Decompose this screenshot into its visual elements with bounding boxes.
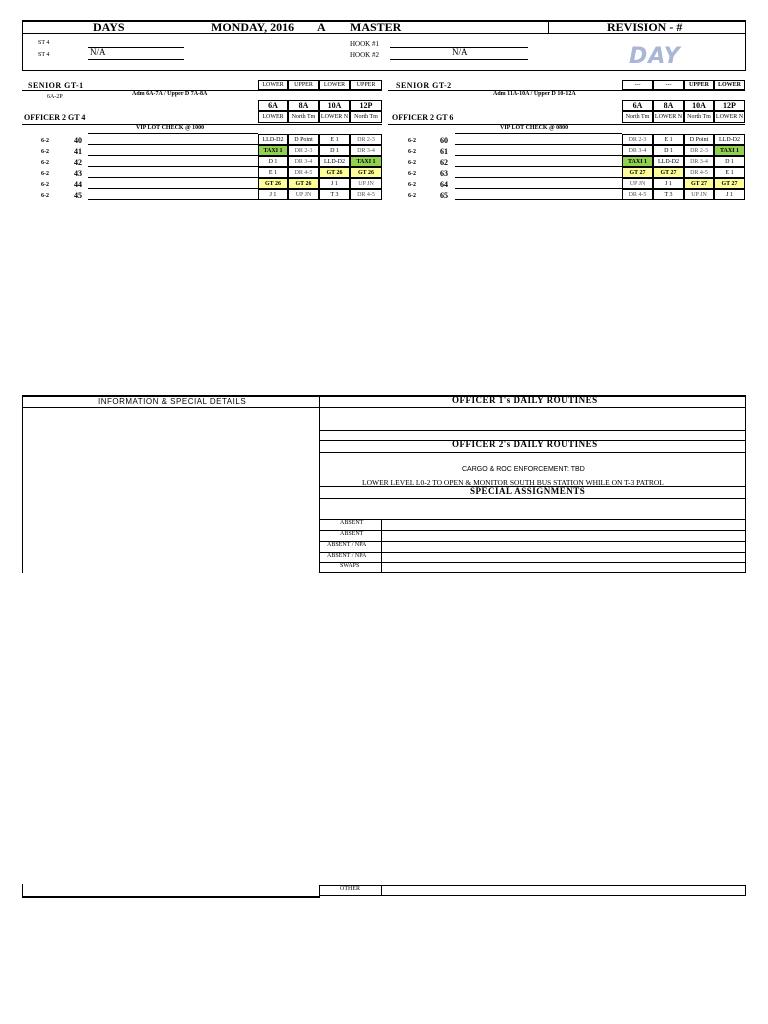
- swaps-label: SWAPS: [340, 563, 360, 569]
- schedule-cell: TAXI 1: [714, 145, 745, 156]
- row-grade: 6-2: [408, 182, 416, 188]
- schedule-cell: DR 4-5: [288, 167, 319, 178]
- left-time-8a: 8A: [288, 100, 319, 111]
- cargo-note: CARGO & ROC ENFORCEMENT: TBD: [462, 466, 585, 473]
- left-senior-label: SENIOR GT-1: [28, 81, 84, 90]
- hook1-label: HOOK #1: [350, 40, 379, 48]
- right-sub-label-3: North Tm: [684, 111, 714, 123]
- left-officer-label: OFFICER 2 GT 4: [24, 113, 86, 122]
- schedule-cell: D 1: [258, 156, 288, 167]
- schedule-cell: LLD-D2: [714, 134, 745, 145]
- left-top-label-3: LOWER: [319, 80, 350, 90]
- row-number: 42: [74, 158, 82, 167]
- right-vip-label: VIP LOT CHECK @ 0800: [500, 125, 569, 131]
- schedule-cell: E 1: [714, 167, 745, 178]
- schedule-cell: DR 3-4: [288, 156, 319, 167]
- schedule-cell: J 1: [319, 178, 350, 189]
- absent-npa-label-1: ABSENT / NPA: [327, 542, 367, 548]
- date-label: MONDAY, 2016: [211, 20, 295, 34]
- schedule-cell: GT 26: [258, 178, 288, 189]
- row-number: 65: [440, 191, 448, 200]
- right-top-label-2: ---: [653, 80, 684, 90]
- schedule-cell: TAXI 1: [622, 156, 653, 167]
- hook2-label: HOOK #2: [350, 51, 379, 59]
- row-grade: 6-2: [41, 193, 49, 199]
- left-time-6a: 6A: [258, 100, 288, 111]
- schedule-cell: LLD-D2: [319, 156, 350, 167]
- row-grade: 6-2: [41, 182, 49, 188]
- schedule-cell: UP JN: [622, 178, 653, 189]
- row-number: 61: [440, 147, 448, 156]
- right-top-label-4: LOWER: [714, 80, 745, 90]
- schedule-cell: E 1: [258, 167, 288, 178]
- schedule-cell: GT 26: [288, 178, 319, 189]
- row-number: 64: [440, 180, 448, 189]
- row-number: 60: [440, 136, 448, 145]
- left-sub-label-1: LOWER: [258, 111, 288, 123]
- lower-level-note: LOWER LEVEL L0-2 TO OPEN & MONITOR SOUTH BUS STATION WHILE ON T-3 PATROL: [362, 478, 664, 487]
- row-number: 44: [74, 180, 82, 189]
- left-top-label-1: LOWER: [258, 80, 288, 90]
- row-number: 43: [74, 169, 82, 178]
- schedule-cell: DR 3-4: [350, 145, 382, 156]
- schedule-cell: LLD-D2: [258, 134, 288, 145]
- row-grade: 6-2: [41, 149, 49, 155]
- schedule-cell: TAXI 1: [258, 145, 288, 156]
- schedule-cell: J 1: [714, 189, 745, 200]
- st4-label-2: ST 4: [38, 52, 50, 58]
- absent-npa-label-2: ABSENT / NPA: [327, 553, 367, 559]
- st4-label-1: ST 4: [38, 40, 50, 46]
- right-time-8a: 8A: [653, 100, 684, 111]
- row-grade: 6-2: [41, 160, 49, 166]
- row-grade: 6-2: [408, 193, 416, 199]
- schedule-cell: DR 4-5: [684, 167, 714, 178]
- revision-label: REVISION - #: [607, 20, 683, 34]
- schedule-cell: DR 4-5: [350, 189, 382, 200]
- shift-label: DAYS: [93, 20, 125, 34]
- right-top-label-1: ---: [622, 80, 653, 90]
- schedule-cell: E 1: [653, 134, 684, 145]
- schedule-cell: D Point: [684, 134, 714, 145]
- row-number: 45: [74, 191, 82, 200]
- officer1-routines-title: OFFICER 1's DAILY ROUTINES: [452, 395, 598, 405]
- left-vip-label: VIP LOT CHECK @ 1000: [136, 125, 205, 131]
- schedule-cell: J 1: [653, 178, 684, 189]
- schedule-cell: DR 2-3: [350, 134, 382, 145]
- right-officer-label: OFFICER 2 GT 6: [392, 113, 454, 122]
- right-time-12p: 12P: [714, 100, 745, 111]
- schedule-cell: D 1: [653, 145, 684, 156]
- left-adm-label: Adm 6A-7A / Upper D 7A-8A: [132, 91, 208, 97]
- right-sub-label-2: LOWER N: [653, 111, 684, 123]
- group-label: A: [317, 20, 326, 34]
- type-label: MASTER: [350, 20, 402, 34]
- left-sub-label-2: North Tm: [288, 111, 319, 123]
- row-grade: 6-2: [408, 138, 416, 144]
- left-top-label-2: UPPER: [288, 80, 319, 90]
- schedule-cell: DR 2-3: [622, 134, 653, 145]
- schedule-cell: TAXI 1: [350, 156, 382, 167]
- row-grade: 6-2: [41, 138, 49, 144]
- left-sub-label-3: LOWER N: [319, 111, 350, 123]
- schedule-cell: UP JN: [288, 189, 319, 200]
- schedule-cell: GT 27: [684, 178, 714, 189]
- schedule-cell: DR 2-3: [288, 145, 319, 156]
- day-logo: DAY: [629, 44, 681, 69]
- row-grade: 6-2: [408, 149, 416, 155]
- row-grade: 6-2: [408, 160, 416, 166]
- schedule-cell: D 1: [714, 156, 745, 167]
- st4-value: N/A: [90, 47, 106, 57]
- info-title: INFORMATION & SPECIAL DETAILS: [98, 397, 247, 406]
- row-grade: 6-2: [41, 171, 49, 177]
- officer2-routines-title: OFFICER 2's DAILY ROUTINES: [452, 439, 598, 449]
- row-number: 41: [74, 147, 82, 156]
- schedule-cell: DR 3-4: [684, 156, 714, 167]
- schedule-cell: GT 26: [350, 167, 382, 178]
- left-sub-label-4: North Tm: [350, 111, 382, 123]
- right-adm-label: Adm 11A-10A / Upper D 10-12A: [493, 91, 576, 97]
- schedule-cell: GT 27: [714, 178, 745, 189]
- schedule-cell: GT 27: [622, 167, 653, 178]
- schedule-cell: DR 2-3: [684, 145, 714, 156]
- schedule-cell: DR 4-5: [622, 189, 653, 200]
- right-senior-label: SENIOR GT-2: [396, 81, 452, 90]
- right-sub-label-4: LOWER N: [714, 111, 745, 123]
- schedule-cell: GT 26: [319, 167, 350, 178]
- schedule-cell: GT 27: [653, 167, 684, 178]
- schedule-cell: J 1: [258, 189, 288, 200]
- other-label: OTHER: [340, 886, 360, 892]
- schedule-cell: D Point: [288, 134, 319, 145]
- schedule-cell: D 1: [319, 145, 350, 156]
- absent-label-2: ABSENT: [340, 531, 364, 537]
- absent-label-1: ABSENT: [340, 520, 364, 526]
- right-sub-label-1: North Tm: [622, 111, 653, 123]
- row-number: 63: [440, 169, 448, 178]
- schedule-cell: UP JN: [350, 178, 382, 189]
- left-hours-label: 6A-2P: [47, 94, 63, 100]
- left-time-10a: 10A: [319, 100, 350, 111]
- right-top-label-3: UPPER: [684, 80, 714, 90]
- left-top-label-4: UPPER: [350, 80, 382, 90]
- row-number: 40: [74, 136, 82, 145]
- schedule-cell: UP JN: [684, 189, 714, 200]
- schedule-cell: T 3: [653, 189, 684, 200]
- schedule-cell: E 1: [319, 134, 350, 145]
- right-time-10a: 10A: [684, 100, 714, 111]
- hook-value: N/A: [452, 47, 468, 57]
- schedule-cell: LLD-D2: [653, 156, 684, 167]
- row-number: 62: [440, 158, 448, 167]
- special-assignments-title: SPECIAL ASSIGNMENTS: [470, 486, 586, 496]
- schedule-cell: T 3: [319, 189, 350, 200]
- right-time-6a: 6A: [622, 100, 653, 111]
- schedule-cell: DR 3-4: [622, 145, 653, 156]
- left-time-12p: 12P: [350, 100, 382, 111]
- row-grade: 6-2: [408, 171, 416, 177]
